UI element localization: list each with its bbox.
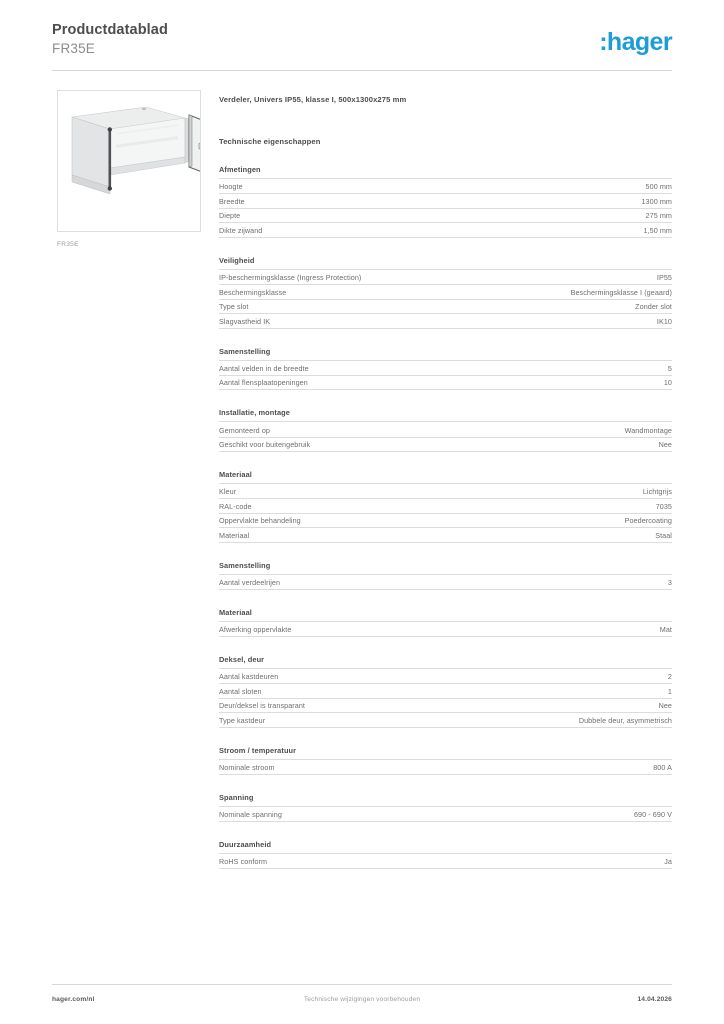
spec-section (219, 793, 672, 822)
spec-label: Kleur (219, 484, 473, 499)
table-row (219, 760, 672, 775)
spec-value: 10 (473, 375, 672, 390)
spec-label: Materiaal (219, 528, 473, 543)
specification-sections (219, 165, 672, 869)
spec-table (219, 270, 672, 329)
table-row (219, 854, 672, 869)
spec-table (219, 179, 672, 238)
spec-table (219, 760, 672, 775)
table-row (219, 361, 672, 376)
spec-value: Zonder slot (473, 299, 672, 314)
spec-label: Aantal velden in de breedte (219, 361, 473, 376)
spec-value: Dubbele deur, asymmetrisch (473, 713, 672, 728)
table-row (219, 437, 672, 452)
header-divider (52, 70, 672, 71)
spec-value: Poedercoating (473, 513, 672, 528)
table-row (219, 299, 672, 314)
table-row (219, 270, 672, 285)
specifications-column (219, 94, 672, 869)
spec-section (219, 347, 672, 391)
spec-table (219, 622, 672, 637)
spec-label: Oppervlakte behandeling (219, 513, 473, 528)
table-row (219, 622, 672, 637)
footer-website-link[interactable]: hager.com/nl (52, 996, 95, 1003)
footer-disclaimer: Technische wijzigingen voorbehouden (303, 996, 421, 1003)
spec-value: 3 (473, 575, 672, 590)
spec-label: Diepte (219, 208, 473, 223)
table-row (219, 194, 672, 209)
spec-value: 800 A (473, 760, 672, 775)
spec-label: Aantal sloten (219, 684, 473, 699)
spec-value: Lichtgrijs (473, 484, 672, 499)
spec-section-title: Duurzaamheid (219, 840, 672, 854)
spec-value: Staal (473, 528, 672, 543)
spec-section-title: Samenstelling (219, 347, 672, 361)
spec-value: 1 (473, 684, 672, 699)
spec-label: Dikte zijwand (219, 223, 473, 238)
spec-label: Afwerking oppervlakte (219, 622, 473, 637)
spec-label: Type kastdeur (219, 713, 473, 728)
spec-section-title: Veiligheid (219, 256, 672, 270)
spec-value: 1300 mm (473, 194, 672, 209)
spec-label: Aantal flensplaatopeningen (219, 375, 473, 390)
table-row (219, 375, 672, 390)
spec-label: Slagvastheid IK (219, 314, 473, 329)
spec-table (219, 669, 672, 728)
spec-label: Hoogte (219, 179, 473, 194)
spec-value: 500 mm (473, 179, 672, 194)
table-row (219, 208, 672, 223)
spec-section-title: Deksel, deur (219, 655, 672, 669)
spec-section-title: Materiaal (219, 608, 672, 622)
spec-table (219, 854, 672, 869)
table-row (219, 575, 672, 590)
spec-section-title: Stroom / temperatuur (219, 746, 672, 760)
table-row (219, 179, 672, 194)
spec-section-title: Materiaal (219, 470, 672, 484)
spec-section-title: Samenstelling (219, 561, 672, 575)
spec-label: Deur/deksel is transparant (219, 698, 473, 713)
table-row (219, 698, 672, 713)
table-row (219, 669, 672, 684)
table-row (219, 499, 672, 514)
table-row (219, 223, 672, 238)
spec-table (219, 484, 672, 543)
table-row (219, 528, 672, 543)
spec-label: IP-beschermingsklasse (Ingress Protection) (219, 270, 473, 285)
footer-divider (52, 984, 672, 985)
spec-section-title: Installatie, montage (219, 408, 672, 422)
page-header (52, 22, 672, 70)
spec-value: 690 - 690 V (473, 807, 672, 822)
spec-section (219, 840, 672, 869)
spec-section (219, 655, 672, 728)
spec-table (219, 361, 672, 391)
spec-value: 1,50 mm (473, 223, 672, 238)
table-row (219, 422, 672, 437)
spec-label: RoHS conform (219, 854, 473, 869)
footer-date: 14.04.2026 (637, 996, 672, 1003)
spec-value: 2 (473, 669, 672, 684)
spec-value: Wandmontage (473, 422, 672, 437)
spec-value: Mat (473, 622, 672, 637)
spec-value: Nee (473, 437, 672, 452)
spec-section (219, 746, 672, 775)
spec-table (219, 807, 672, 822)
spec-section (219, 561, 672, 590)
spec-value: 5 (473, 361, 672, 376)
spec-label: Nominale stroom (219, 760, 473, 775)
spec-table (219, 422, 672, 452)
table-row (219, 513, 672, 528)
spec-section (219, 256, 672, 329)
spec-label: Gemonteerd op (219, 422, 473, 437)
product-photo (58, 91, 200, 231)
table-row (219, 284, 672, 299)
page-title: Productdatablad (52, 22, 168, 38)
spec-value: Nee (473, 698, 672, 713)
product-image-column (57, 90, 203, 248)
technical-properties-title: Technische eigenschappen (219, 137, 321, 146)
spec-label: Nominale spanning (219, 807, 473, 822)
product-description: Verdeler, Univers IP55, klasse I, 500x1300x275 mm (219, 95, 407, 104)
hager-logo: :hager (599, 28, 672, 56)
spec-value: 275 mm (473, 208, 672, 223)
spec-label: Type slot (219, 299, 473, 314)
table-row (219, 807, 672, 822)
spec-label: RAL-code (219, 499, 473, 514)
spec-section (219, 470, 672, 543)
spec-label: Aantal verdeelrijen (219, 575, 473, 590)
spec-value: Beschermingsklasse I (geaard) (473, 284, 672, 299)
table-row (219, 713, 672, 728)
table-row (219, 684, 672, 699)
spec-section-title: Spanning (219, 793, 672, 807)
spec-value: 7035 (473, 499, 672, 514)
spec-label: Beschermingsklasse (219, 284, 473, 299)
product-image-frame (57, 90, 201, 232)
product-reference-subtitle: FR35E (52, 41, 96, 56)
spec-table (219, 575, 672, 590)
page-footer (52, 996, 672, 1010)
spec-value: IK10 (473, 314, 672, 329)
product-image-caption: FR35E (57, 241, 79, 248)
spec-section (219, 165, 672, 238)
table-row (219, 314, 672, 329)
spec-label: Aantal kastdeuren (219, 669, 473, 684)
spec-section (219, 408, 672, 452)
spec-value: Ja (473, 854, 672, 869)
spec-section (219, 608, 672, 637)
spec-label: Breedte (219, 194, 473, 209)
table-row (219, 484, 672, 499)
spec-value: IP55 (473, 270, 672, 285)
spec-label: Geschikt voor buitengebruik (219, 437, 473, 452)
spec-section-title: Afmetingen (219, 165, 672, 179)
